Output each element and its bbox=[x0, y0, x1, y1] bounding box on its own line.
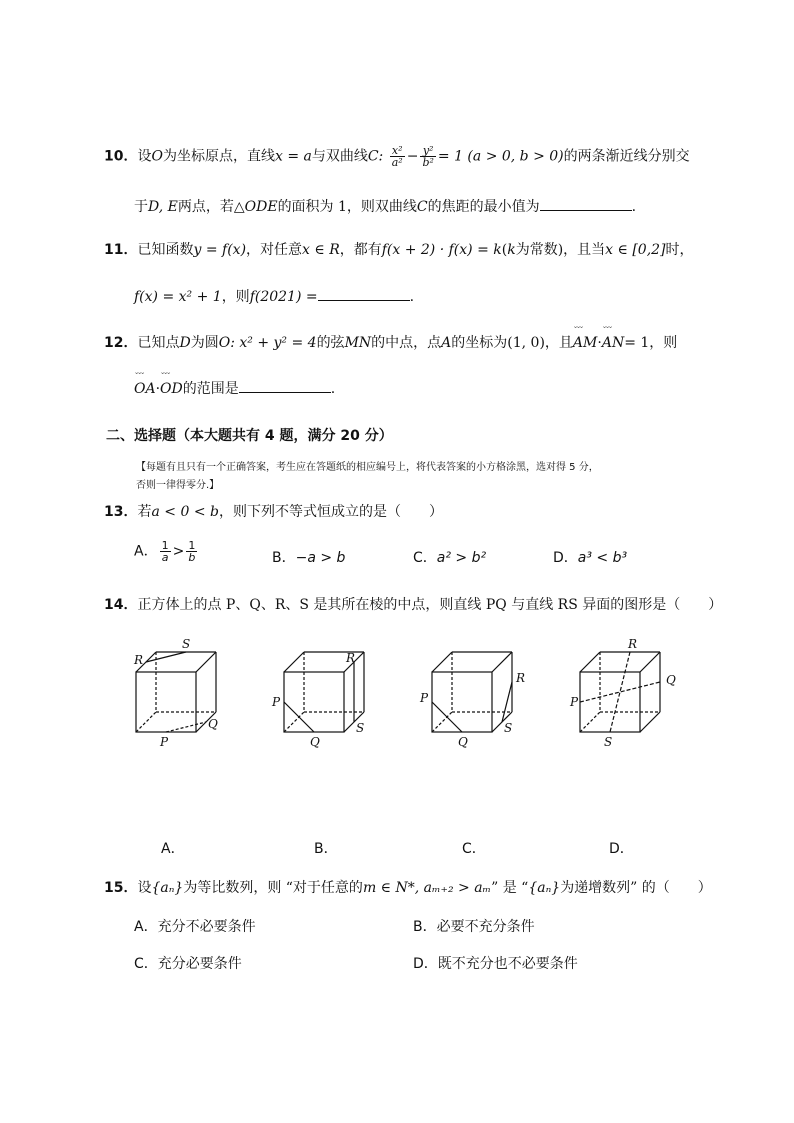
math: O bbox=[151, 148, 163, 165]
option-c[interactable] bbox=[413, 547, 486, 567]
text: 于 bbox=[134, 199, 148, 215]
math: D, E bbox=[148, 199, 178, 215]
label-p-c: P bbox=[420, 691, 429, 705]
label-r-b: R bbox=[346, 651, 356, 665]
text: 已知函数 bbox=[137, 242, 194, 258]
option-d[interactable]: D．既不充分也不必要条件 bbox=[413, 956, 578, 972]
text: 与双曲线 bbox=[311, 148, 368, 165]
text: 的面积为 1，则双曲线 bbox=[277, 199, 417, 215]
vector: ˘˘˘ OA bbox=[134, 381, 156, 397]
fraction: $\frac{\text{x²}}{\text{a²}}$ bbox=[391, 144, 403, 169]
math: · bbox=[597, 335, 602, 351]
math: O: x² + y² = 4 bbox=[218, 335, 317, 351]
option-c[interactable]: C． bbox=[462, 841, 486, 857]
label-p-b: P bbox=[272, 695, 281, 709]
text: 正方体上的点 P、Q、R、S 是其所在棱的中点，则直线 PQ 与直线 RS 异面的图形是（ ） bbox=[137, 597, 723, 613]
math: C: bbox=[367, 148, 384, 165]
math: (1, 0) bbox=[507, 335, 545, 351]
label-q-a: Q bbox=[208, 717, 218, 731]
option-b[interactable]: B．必要不充分条件 bbox=[413, 919, 535, 935]
math: = 1 (a > 0, b > 0) bbox=[437, 148, 564, 165]
vector: ˘˘˘ OD bbox=[160, 381, 183, 397]
option-label: B． bbox=[272, 550, 296, 566]
math: A bbox=[441, 335, 452, 351]
text: 为坐标原点，直线 bbox=[162, 148, 275, 165]
math: C bbox=[416, 199, 428, 215]
label-s-c: S bbox=[504, 721, 513, 735]
label-s-d: S bbox=[604, 735, 613, 749]
label-r-a: R bbox=[134, 653, 144, 667]
math: x ∈ [0,2] bbox=[605, 242, 666, 258]
answer-blank[interactable] bbox=[318, 288, 410, 301]
option-a[interactable]: A． bbox=[161, 841, 185, 857]
cube-figures bbox=[120, 630, 680, 760]
math: y = f(x) bbox=[193, 242, 247, 258]
label-s-b: S bbox=[356, 721, 365, 735]
label-q-d: Q bbox=[666, 673, 676, 687]
question-12-line1 bbox=[104, 332, 677, 352]
text: 的两条渐近线分别交 bbox=[563, 148, 690, 165]
question-14-stem bbox=[104, 594, 722, 614]
text: 两点，若 bbox=[177, 199, 234, 215]
math: {aₙ} bbox=[151, 880, 184, 896]
text: 为等比数列，则 “对于任意的 bbox=[183, 880, 363, 896]
text: 的范围是 bbox=[182, 381, 239, 397]
label-r-c: R bbox=[516, 671, 526, 685]
question-number: 11． bbox=[104, 242, 138, 258]
question-13-stem bbox=[104, 501, 443, 521]
math: △ODE bbox=[233, 199, 278, 215]
text: 的焦距的最小值为 bbox=[427, 199, 540, 215]
math: f(2021) = bbox=[249, 289, 318, 305]
question-12-line2 bbox=[134, 378, 335, 398]
option-d[interactable]: D． bbox=[609, 841, 634, 857]
option-label: A． bbox=[134, 543, 158, 560]
fraction: $\frac{\text{y²}}{\text{b²}}$ bbox=[422, 144, 434, 169]
question-11-line1 bbox=[104, 239, 694, 259]
cube-a bbox=[136, 652, 216, 732]
option-d[interactable] bbox=[553, 547, 627, 567]
text: 若 bbox=[137, 504, 152, 520]
answer-blank[interactable] bbox=[239, 380, 331, 393]
question-10-line2 bbox=[134, 196, 636, 216]
text: 设 bbox=[137, 148, 152, 165]
text: 已知点 bbox=[137, 335, 180, 351]
text: ，对任意 bbox=[246, 242, 303, 258]
text: ，则 bbox=[649, 335, 678, 351]
question-number: 12． bbox=[104, 335, 138, 351]
question-11-line2 bbox=[134, 286, 414, 306]
question-number: 13． bbox=[104, 504, 138, 520]
text: 时， bbox=[665, 242, 694, 258]
text: ( bbox=[501, 242, 508, 258]
text: 为常数)，且当 bbox=[515, 242, 606, 258]
option-b[interactable] bbox=[272, 547, 345, 567]
section-note-line1: 【每题有且只有一个正确答案，考生应在答题纸的相应编号上，将代表答案的小方格涂黑，选对得 5 分， bbox=[136, 462, 599, 473]
math: MN bbox=[344, 335, 372, 351]
option-a[interactable] bbox=[134, 540, 199, 563]
math: f(x) = x² + 1 bbox=[134, 289, 222, 305]
text: 为圆 bbox=[190, 335, 219, 351]
math: · bbox=[155, 381, 161, 397]
question-number: 15． bbox=[104, 880, 138, 896]
math: = 1 bbox=[624, 335, 650, 351]
label-p-a: P bbox=[160, 735, 169, 749]
option-a[interactable]: A．充分不必要条件 bbox=[134, 919, 256, 935]
math: a² > b² bbox=[436, 550, 487, 566]
text: . bbox=[330, 381, 336, 397]
question-number: 14． bbox=[104, 597, 138, 613]
math: − bbox=[406, 148, 419, 165]
option-label: D． bbox=[553, 550, 578, 566]
label-s-a: S bbox=[182, 637, 191, 651]
math: D bbox=[179, 335, 191, 351]
section-note-line2: 否则一律得零分.】 bbox=[136, 480, 220, 491]
text: 的弦 bbox=[316, 335, 345, 351]
text: 为递增数列” 的（ ） bbox=[560, 880, 712, 896]
text: ” 是 “ bbox=[491, 880, 529, 896]
option-c[interactable]: C．充分必要条件 bbox=[134, 956, 242, 972]
math: > bbox=[172, 543, 185, 560]
text: ，则下列不等式恒成立的是（ ） bbox=[218, 504, 443, 520]
text: ，则 bbox=[221, 289, 250, 305]
text: ，且 bbox=[544, 335, 573, 351]
option-b[interactable]: B． bbox=[314, 841, 338, 857]
vector: ˘˘˘ AM bbox=[573, 335, 597, 351]
label-p-d: P bbox=[570, 695, 579, 709]
label-q-c: Q bbox=[458, 735, 468, 749]
math: x = a bbox=[274, 148, 312, 165]
question-10-line1 bbox=[104, 145, 690, 168]
text: . bbox=[409, 289, 415, 305]
vector: ˘˘˘ AN bbox=[602, 335, 624, 351]
option-label: C． bbox=[413, 550, 437, 566]
math: k bbox=[507, 242, 516, 258]
text: ，都有 bbox=[339, 242, 382, 258]
question-15-stem bbox=[104, 877, 712, 897]
fraction: $\frac{1}{b}$ bbox=[188, 539, 196, 564]
question-number: 10． bbox=[104, 148, 138, 165]
text: . bbox=[631, 199, 637, 215]
math: a³ < b³ bbox=[577, 550, 628, 566]
fraction: $\frac{1}{a}$ bbox=[161, 539, 169, 564]
section-title: 二、选择题（本大题共有 4 题，满分 20 分） bbox=[106, 428, 393, 444]
math: a < 0 < b bbox=[151, 504, 219, 520]
cube-c bbox=[432, 652, 512, 732]
label-r-d: R bbox=[628, 637, 638, 651]
text: 的中点，点 bbox=[371, 335, 442, 351]
math: m ∈ N*, aₘ₊₂ > aₘ bbox=[362, 880, 492, 896]
text: 的坐标为 bbox=[451, 335, 508, 351]
answer-blank[interactable] bbox=[540, 198, 632, 211]
math: −a > b bbox=[295, 550, 346, 566]
math: {aₙ} bbox=[528, 880, 561, 896]
text: 设 bbox=[137, 880, 152, 896]
math: x ∈ R bbox=[302, 242, 340, 258]
math: f(x + 2) · f(x) = k bbox=[381, 242, 502, 258]
label-q-b: Q bbox=[310, 735, 320, 749]
cube-d bbox=[580, 652, 660, 732]
